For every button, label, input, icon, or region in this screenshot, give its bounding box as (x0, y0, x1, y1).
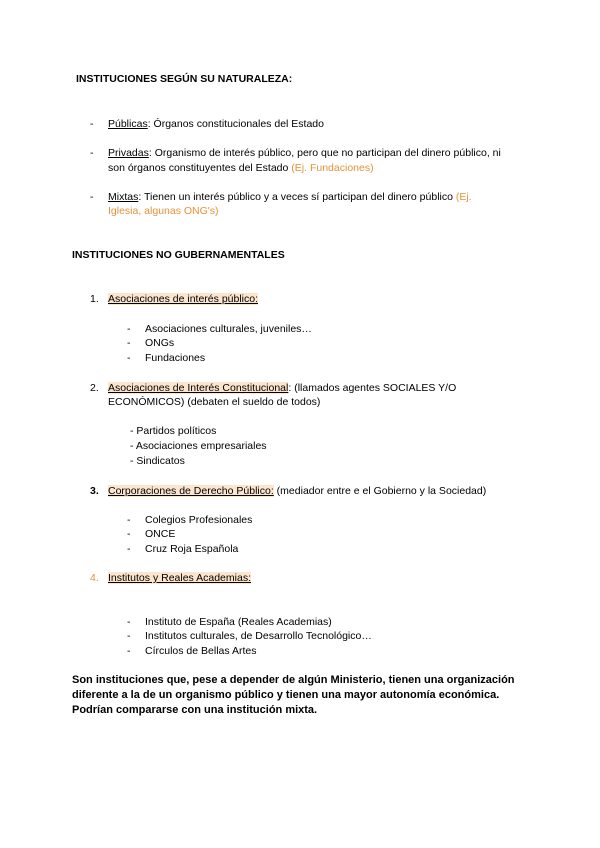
closing-paragraph: Son instituciones que, pese a depender de algún Ministerio, tienen una organización diferente a la de un organismo público y tienen una mayor autonomía económica. Podrían compararse con una institución mixta. (72, 674, 515, 716)
bullet-dash: - (127, 352, 131, 364)
list-item: Colegios Profesionales (145, 514, 253, 526)
bullet-dash: - (127, 645, 131, 657)
list-item: Asociaciones culturales, juveniles… (145, 323, 312, 335)
naturaleza-item-publicas: Públicas: Órganos constitucionales del Estado (108, 118, 324, 130)
bullet-dash: - (127, 528, 131, 540)
list-item: - Partidos políticos (130, 425, 217, 437)
group-number: 4. (90, 572, 99, 584)
list-item: Cruz Roja Española (145, 543, 239, 555)
term-privadas: Privadas (108, 147, 149, 159)
list-item: Fundaciones (145, 352, 206, 364)
list-item: Instituto de España (Reales Academias) (145, 616, 332, 628)
bullet-dash: - (127, 337, 131, 349)
group-number: 2. (90, 382, 99, 394)
term-publicas: Públicas (108, 118, 148, 130)
bullet-dash: - (90, 118, 94, 130)
bullet-dash: - (127, 630, 131, 642)
heading-no-gubernamentales: INSTITUCIONES NO GUBERNAMENTALES (72, 249, 285, 261)
list-item: ONGs (145, 337, 175, 349)
bullet-dash: - (127, 616, 131, 628)
list-item: - Asociaciones empresariales (130, 440, 267, 452)
term-mixtas: Mixtas (108, 191, 139, 203)
list-item: Institutos culturales, de Desarrollo Tecnológico… (145, 630, 372, 642)
list-item: - Sindicatos (130, 455, 185, 467)
naturaleza-item-mixtas: Mixtas: Tienen un interés público y a veces sí participan del dinero público (Ej. (108, 191, 472, 203)
naturaleza-item-privadas-line2: son órganos constituyentes del Estado (Ej. Fundaciones) (108, 162, 374, 174)
group-number: 3. (90, 485, 99, 497)
group-title-interes-constitucional: Asociaciones de Interés Constitucional: (llamados agentes SOCIALES Y/O (108, 382, 457, 394)
bullet-dash: - (90, 147, 94, 159)
bullet-dash: - (127, 323, 131, 335)
group-title-reales-academias: Institutos y Reales Academias: (108, 572, 251, 584)
bullet-dash: - (127, 543, 131, 555)
group-title-asociaciones-interes-publico: Asociaciones de interés público: (108, 293, 259, 305)
list-item: Círculos de Bellas Artes (145, 645, 257, 657)
bullet-dash: - (127, 514, 131, 526)
bullet-dash: - (90, 191, 94, 203)
group-title-derecho-publico: Corporaciones de Derecho Público: (mediador entre e el Gobierno y la Sociedad) (108, 485, 487, 497)
naturaleza-item-mixtas-line2: Iglesia, algunas ONG's) (108, 205, 219, 217)
heading-naturaleza: INSTITUCIONES SEGÚN SU NATURALEZA: (76, 73, 293, 85)
group-title-interes-constitucional-line2: ECONÓMICOS) (debaten el sueldo de todos) (108, 396, 321, 408)
list-item: ONCE (145, 528, 176, 540)
group-number: 1. (90, 293, 99, 305)
naturaleza-item-privadas: Privadas: Organismo de interés público, pero que no participan del dinero público, ni (108, 147, 501, 159)
